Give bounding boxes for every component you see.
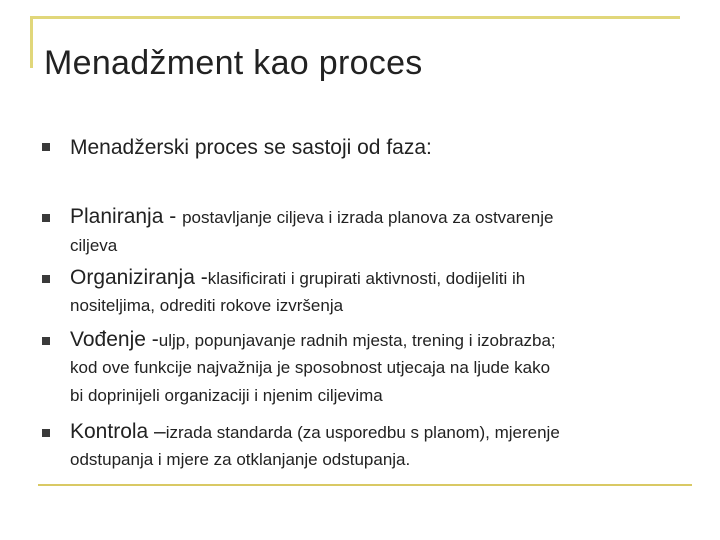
- bullet-2-line-1: [70, 205, 553, 229]
- bullet-2-line-2: ciljeva: [70, 236, 118, 255]
- bullet-5-line-1: [70, 420, 560, 444]
- square-bullet-icon: [42, 429, 50, 437]
- bullet-3-line-2: nositeljima, odrediti rokove izvršenja: [70, 296, 344, 315]
- bullet-4-line-2: kod ove funkcije najvažnija je sposobnost utjecaja na ljude kako: [70, 358, 551, 377]
- footer-rule: [38, 484, 692, 486]
- square-bullet-icon: [42, 143, 50, 151]
- square-bullet-icon: [42, 337, 50, 345]
- slide-title: Menadžment kao proces: [44, 44, 423, 82]
- bullet-3-rest: klasificirati i grupirati aktivnosti, dodijeliti ih: [207, 269, 526, 288]
- bullet-2-lead: Planiranja -: [70, 205, 183, 228]
- bullet-5-rest: izrada standarda (za usporedbu s planom), mjerenje: [165, 423, 560, 442]
- title-frame-left: [30, 16, 33, 68]
- square-bullet-icon: [42, 275, 50, 283]
- square-bullet-icon: [42, 214, 50, 222]
- bullet-1-text: Menadžerski proces se sastoji od faza:: [70, 136, 432, 159]
- bullet-4-lead: Vođenje -: [70, 328, 159, 351]
- bullet-4-line-1: [70, 328, 556, 352]
- bullet-4-line-3: bi doprinijeli organizaciji i njenim ciljevima: [70, 386, 383, 405]
- bullet-3-line-1: [70, 266, 525, 290]
- bullet-5-lead: Kontrola –: [70, 420, 166, 443]
- bullet-3-lead: Organiziranja -: [70, 266, 208, 289]
- title-frame-top: [30, 16, 680, 19]
- bullet-5-line-2: odstupanja i mjere za otklanjanje odstupanja.: [70, 450, 411, 469]
- bullet-4-rest: uljp, popunjavanje radnih mjesta, trening i izobrazba;: [158, 331, 556, 350]
- bullet-2-rest: postavljanje ciljeva i izrada planova za ostvarenje: [182, 208, 554, 227]
